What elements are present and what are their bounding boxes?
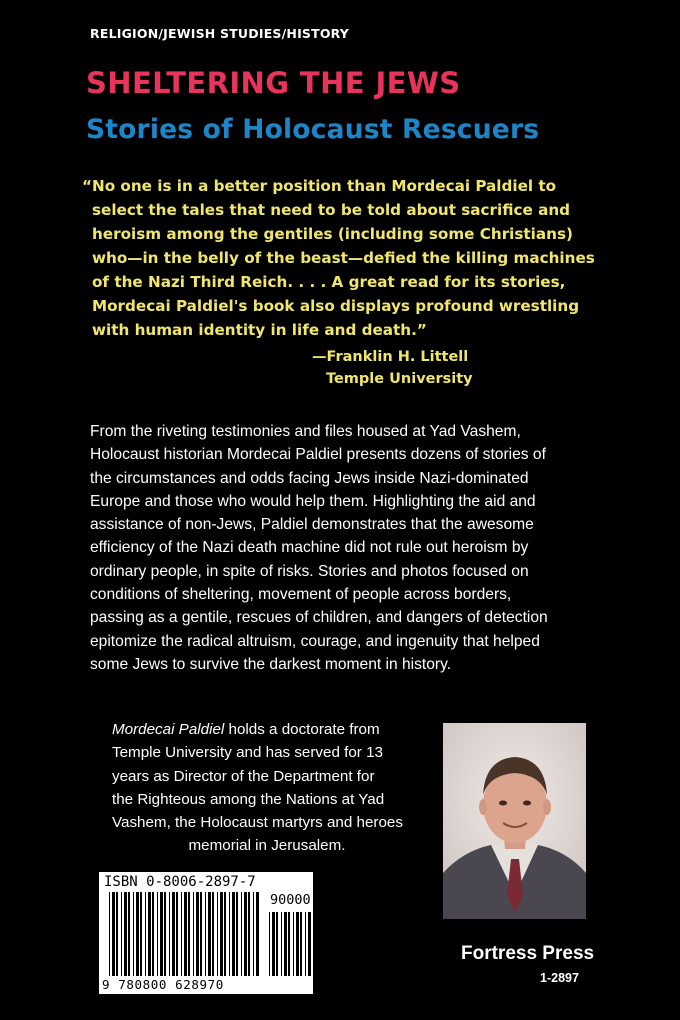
barcode-bar bbox=[212, 892, 214, 976]
isbn-number: ISBN 0-8006-2897-7 bbox=[104, 874, 256, 890]
barcode-bar bbox=[116, 892, 118, 976]
price-code: 90000 bbox=[270, 892, 311, 908]
quote-line: of the Nazi Third Reich. . . . A great read for its stories, bbox=[92, 273, 566, 291]
barcode-bar bbox=[148, 892, 151, 976]
barcode-bar bbox=[276, 912, 278, 976]
quote-line: select the tales that need to be told about sacrifice and bbox=[92, 201, 571, 219]
barcode-bar bbox=[217, 892, 218, 976]
barcode-bar bbox=[248, 892, 250, 976]
barcode-bar bbox=[145, 892, 146, 976]
barcode-bars bbox=[99, 872, 313, 994]
bio-line: the Righteous among the Nations at Yad bbox=[112, 790, 385, 808]
barcode-bar bbox=[229, 892, 230, 976]
barcode-bar bbox=[184, 892, 187, 976]
book-subtitle: Stories of Holocaust Rescuers bbox=[86, 114, 540, 145]
publisher-code: 1-2897 bbox=[540, 971, 579, 985]
barcode-bar bbox=[172, 892, 175, 976]
barcode-bar bbox=[136, 892, 139, 976]
barcode-bar bbox=[128, 892, 130, 976]
endorsement-quote bbox=[82, 174, 595, 342]
quote-line: with human identity in life and death.” bbox=[92, 321, 427, 339]
bio-line bbox=[112, 718, 422, 741]
barcode-bar bbox=[288, 912, 290, 976]
barcode-label bbox=[99, 872, 313, 994]
category-label: RELIGION/JEWISH STUDIES/HISTORY bbox=[90, 26, 350, 41]
barcode-bar bbox=[244, 892, 247, 976]
barcode-bar bbox=[224, 892, 226, 976]
author-photo bbox=[443, 723, 586, 919]
barcode-bar bbox=[140, 892, 142, 976]
barcode-bar bbox=[300, 912, 302, 976]
barcode-bar bbox=[133, 892, 134, 976]
bio-line: memorial in Jerusalem. bbox=[188, 837, 346, 855]
description-line: the circumstances and odds facing Jews inside Nazi-dominated bbox=[90, 469, 529, 487]
barcode-bar bbox=[220, 892, 223, 976]
barcode-bar bbox=[109, 892, 110, 976]
barcode-bar bbox=[152, 892, 154, 976]
bio-line: Vashem, the Holocaust martyrs and heroes bbox=[112, 814, 403, 832]
barcode-bar bbox=[236, 892, 238, 976]
barcode-bar bbox=[112, 892, 115, 976]
author-bio bbox=[112, 718, 422, 858]
quote-line: heroism among the gentiles (including some Christians) bbox=[92, 225, 573, 243]
bio-line-rest: holds a doctorate from bbox=[224, 721, 380, 738]
description-line: efficiency of the Nazi death machine did not rule out heroism by bbox=[90, 539, 529, 557]
quote-line: “No one is in a better position than Mordecai Paldiel to bbox=[82, 177, 557, 195]
quote-attribution bbox=[312, 346, 473, 390]
barcode-bar bbox=[305, 912, 306, 976]
barcode-bar bbox=[284, 912, 287, 976]
barcode-bar bbox=[164, 892, 166, 976]
description-line: assistance of non-Jews, Paldiel demonstrates that the awesome bbox=[90, 516, 534, 534]
quote-author: —Franklin H. Littell bbox=[312, 349, 469, 365]
barcode-bar bbox=[272, 912, 275, 976]
book-title: SHELTERING THE JEWS bbox=[86, 66, 461, 100]
barcode-bar bbox=[157, 892, 158, 976]
description-line: Europe and those who would help them. Highlighting the aid and bbox=[90, 492, 536, 510]
barcode-bar bbox=[208, 892, 211, 976]
publisher-name: Fortress Press bbox=[461, 943, 595, 964]
barcode-bar bbox=[241, 892, 242, 976]
quote-line: who—in the belly of the beast—defied the killing machines bbox=[92, 249, 595, 267]
barcode-bar bbox=[188, 892, 190, 976]
ean-number: 9 780800 628970 bbox=[102, 977, 224, 992]
barcode-bar bbox=[121, 892, 122, 976]
quote-affiliation: Temple University bbox=[326, 371, 473, 387]
barcode-bar bbox=[196, 892, 199, 976]
book-description bbox=[90, 420, 600, 676]
description-line: conditions of sheltering, movement of people across borders, bbox=[90, 586, 512, 604]
barcode-bar bbox=[160, 892, 163, 976]
barcode-bar bbox=[293, 912, 294, 976]
description-line: ordinary people, in spite of risks. Stories and photos focused on bbox=[90, 562, 529, 580]
barcode-bar bbox=[205, 892, 206, 976]
barcode-bar bbox=[296, 912, 299, 976]
barcode-bar bbox=[232, 892, 235, 976]
bio-line: years as Director of the Department for bbox=[112, 767, 375, 785]
barcode-bar bbox=[308, 912, 311, 976]
barcode-bar bbox=[256, 892, 259, 976]
barcode-bar bbox=[176, 892, 178, 976]
barcode-bar bbox=[200, 892, 202, 976]
author-name: Mordecai Paldiel bbox=[112, 721, 225, 738]
description-line: some Jews to survive the darkest moment in history. bbox=[90, 655, 452, 673]
quote-line: Mordecai Paldiel's book also displays profound wrestling bbox=[92, 297, 580, 315]
bio-line: Temple University and has served for 13 bbox=[112, 744, 383, 762]
barcode-bar bbox=[281, 912, 282, 976]
description-line: passing as a gentile, rescues of children, and dangers of detection bbox=[90, 609, 548, 627]
description-line: Holocaust historian Mordecai Paldiel presents dozens of stories of bbox=[90, 446, 546, 464]
barcode-bar bbox=[169, 892, 170, 976]
barcode-bar bbox=[193, 892, 194, 976]
barcode-bar bbox=[124, 892, 127, 976]
description-line: From the riveting testimonies and files housed at Yad Vashem, bbox=[90, 423, 521, 440]
barcode-bar bbox=[253, 892, 254, 976]
author-portrait-icon bbox=[443, 723, 586, 919]
barcode-bar bbox=[269, 912, 270, 976]
barcode-bar bbox=[181, 892, 182, 976]
description-line: epitomize the radical altruism, courage, and ingenuity that helped bbox=[90, 632, 540, 650]
